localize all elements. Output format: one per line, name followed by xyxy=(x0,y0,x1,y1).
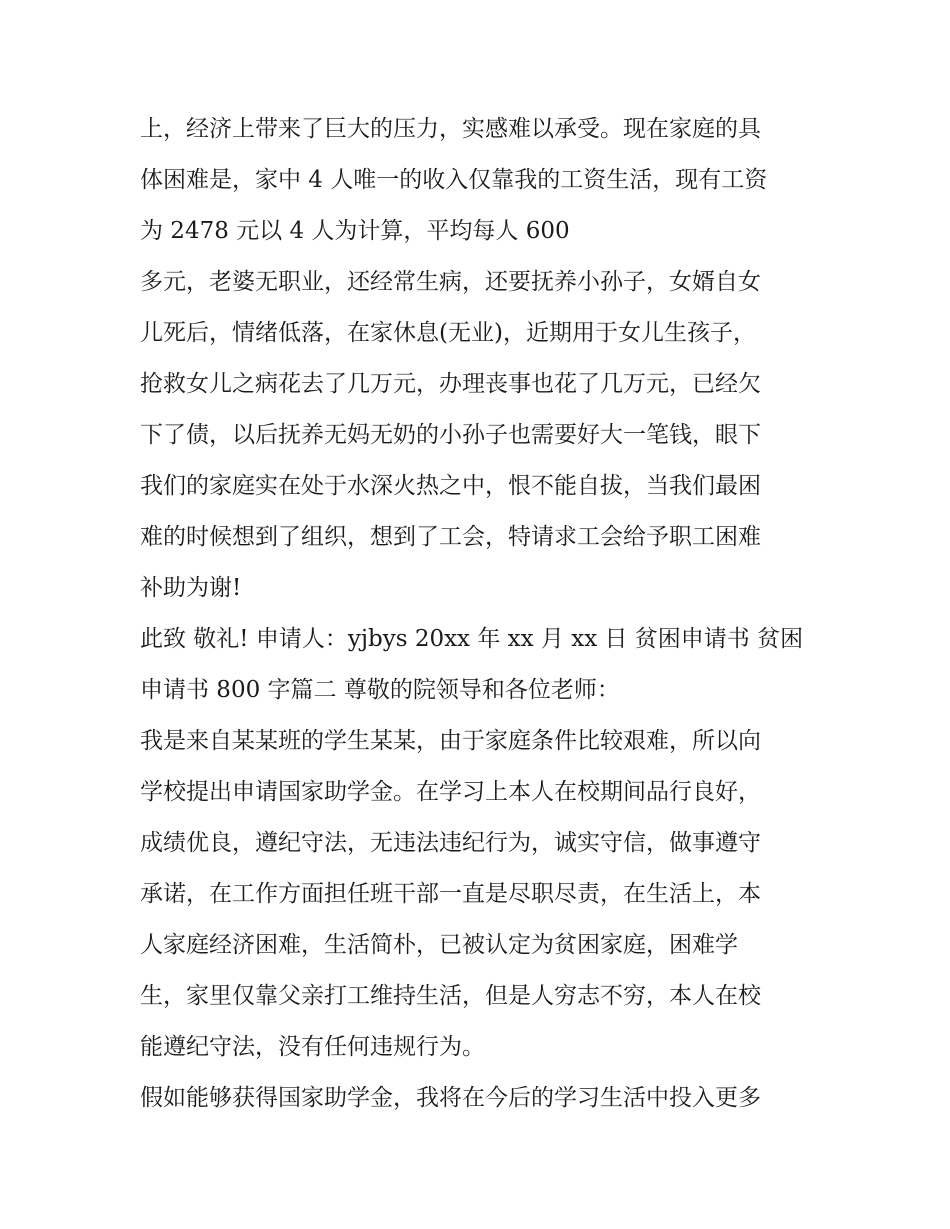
text-line-5: 儿死后，情绪低落，在家休息(无业)，近期用于女儿生孩子， xyxy=(140,320,756,346)
text-line-20: 假如能够获得国家助学金，我将在今后的学习生活中投入更多 xyxy=(140,1085,761,1111)
text-line-3: 为 2478 元以 4 人为计算，平均每人 600 xyxy=(140,218,570,244)
text-line-12: 申请书 800 字篇二 尊敬的院领导和各位老师： xyxy=(140,677,620,703)
text-line-2: 体困难是，家中 4 人唯一的收入仅靠我的工资生活，现有工资 xyxy=(140,167,768,193)
text-line-8: 我们的家庭实在处于水深火热之中，恨不能自拔，当我们最困 xyxy=(140,473,761,499)
text-line-16: 承诺，在工作方面担任班干部一直是尽职尽责，在生活上，本 xyxy=(140,881,761,907)
text-line-6: 抢救女儿之病花去了几万元，办理丧事也花了几万元，已经欠 xyxy=(140,371,761,397)
text-line-10: 补助为谢! xyxy=(140,575,242,601)
text-line-19: 能遵纪守法，没有任何违规行为。 xyxy=(140,1034,485,1060)
text-line-13: 我是来自某某班的学生某某，由于家庭条件比较艰难，所以向 xyxy=(140,728,761,754)
text-line-18: 生，家里仅靠父亲打工维持生活，但是人穷志不穷，本人在校 xyxy=(140,983,761,1009)
document-body xyxy=(140,104,820,1124)
text-line-15: 成绩优良，遵纪守法，无违法违纪行为，诚实守信，做事遵守 xyxy=(140,830,761,856)
text-line-14: 学校提出申请国家助学金。在学习上本人在校期间品行良好， xyxy=(140,779,761,805)
text-line-9: 难的时候想到了组织，想到了工会，特请求工会给予职工困难 xyxy=(140,524,761,550)
text-line-7: 下了债，以后抚养无妈无奶的小孙子也需要好大一笔钱，眼下 xyxy=(140,422,761,448)
text-line-1: 上，经济上带来了巨大的压力，实感难以承受。现在家庭的具 xyxy=(140,116,761,142)
text-line-4: 多元，老婆无职业，还经常生病，还要抚养小孙子，女婿自女 xyxy=(140,269,761,295)
text-line-17: 人家庭经济困难，生活简朴，已被认定为贫困家庭，困难学 xyxy=(140,932,738,958)
text-line-11: 此致 敬礼! 申请人：yjbys 20xx 年 xx 月 xx 日 贫困申请书 贫困 xyxy=(140,626,804,652)
